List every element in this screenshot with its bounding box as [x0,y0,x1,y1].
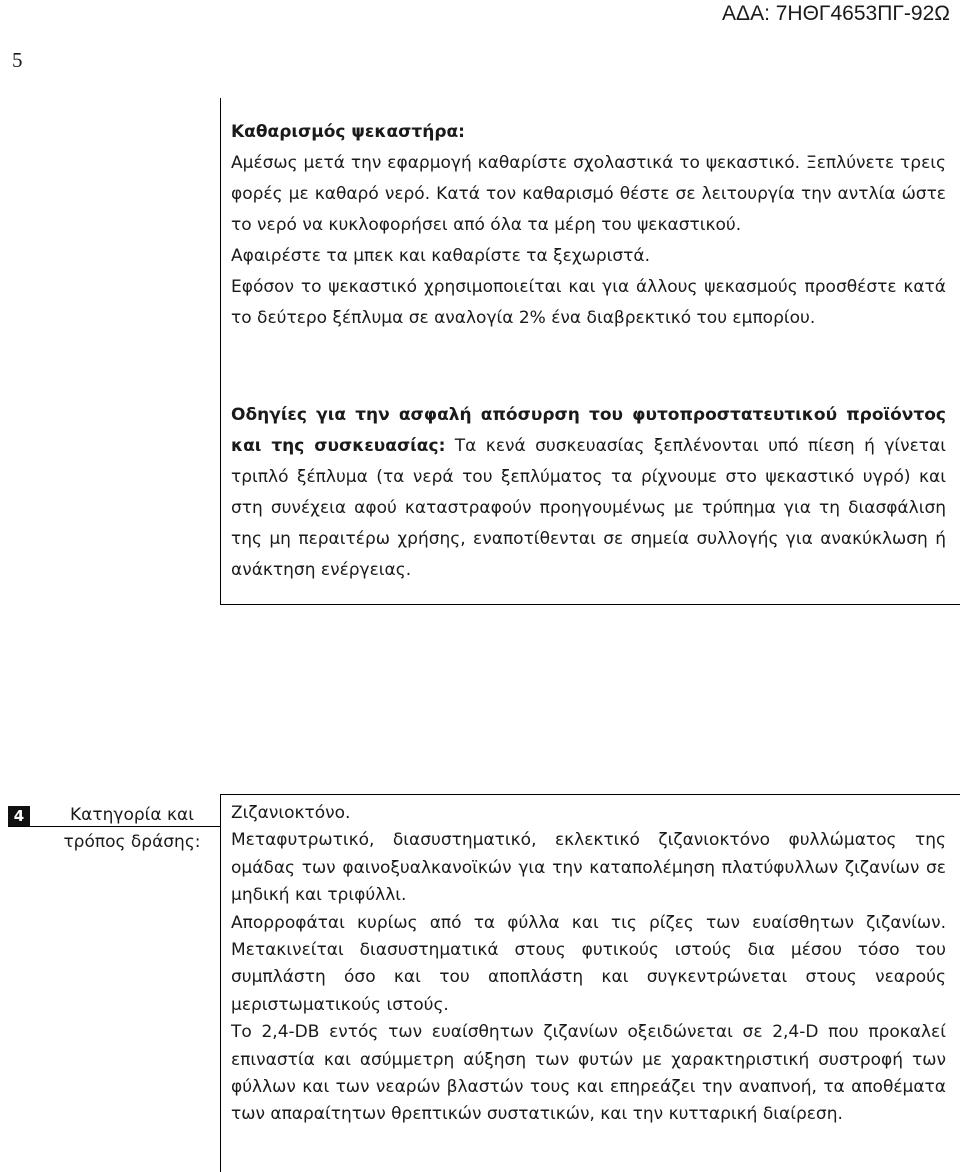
section-4-content [231,800,946,1129]
document-ada-code: ΑΔΑ: 7ΗΘΓ4653ΠΓ-92Ω [722,2,950,25]
section-number-badge: 4 [8,806,30,826]
section-4-paragraph-1: Ζιζανιοκτόνο. [231,803,351,823]
section-4-column-divider [220,794,221,1172]
cleaning-heading: Καθαρισμός ψεκαστήρα: [231,122,465,142]
section-4-top-border [220,794,960,795]
section-4-paragraph-3: Απορροφάται κυρίως από τα φύλλα και τις ρίζες των ευαίσθητων ζιζανίων. Μετακινείται διασυστηματικά στους φυτικούς ιστούς δια μέσου τόσο του συμπλάστη όσο και του αποπλάστη και συγκεντρώνεται στους νεαρούς μεριστωματικούς ιστούς. [231,912,946,1015]
section-4-paragraph-4: Το 2,4-DB εντός των ευαίσθητων ζιζανίων οξειδώνεται σε 2,4-D που προκαλεί επιναστία και ασύμμετρη αύξηση των φυτών με χαρακτηριστική συστροφή των φύλλων και των νεαρών βλαστών τους και επηρεάζει την αναπνοή, τα αποθέματα των απαραίτητων θρεπτικών συστατικών, και την κυτταρική διαίρεση. [231,1022,946,1125]
disposal-section [231,400,946,586]
section-4-row [0,794,960,1172]
cleaning-paragraph-1: Αμέσως μετά την εφαρμογή καθαρίστε σχολαστικά το ψεκαστικό. Ξεπλύνετε τρεις φορές με καθαρό νερό. Κατά τον καθαρισμό θέστε σε λειτουργία την αντλία ώστε το νερό να κυκλοφορήσει από όλα τα μέρη του ψεκαστικού. [231,153,946,235]
page-number: 5 [12,48,23,72]
cleaning-paragraph-2: Αφαιρέστε τα μπεκ και καθαρίστε τα ξεχωριστά. [231,246,650,266]
disposal-paragraph [231,400,946,586]
section-4-label: Κατηγορία και τρόπος δράσης: [63,805,201,852]
disposal-text: Τα κενά συσκευασίας ξεπλένονται υπό πίεση ή γίνεται τριπλό ξέπλυμα (τα νερά του ξεπλύματος τα ρίχνουμε στο ψεκαστικό υγρό) και στη συνέχεια αφού καταστραφούν προηγουμένως με τρύπημα για τη διασφάλιση της μη περαιτέρω χρήσης, εναποτίθενται σε σημεία συλλογής για ανακύκλωση ή ανάκτηση ενέργειας. [231,436,947,580]
cleaning-paragraph-3: Εφόσον το ψεκαστικό χρησιμοποιείται και για άλλους ψεκασμούς προσθέστε κατά το δεύτερο ξέπλυμα σε αναλογία 2% ένα διαβρεκτικό του εμπορίου. [231,277,946,328]
cleaning-section [231,117,946,334]
disposal-heading: Οδηγίες για την ασφαλή απόσυρση του φυτοπροστατευτικού προϊόντος και της συσκευασίας: [231,405,946,456]
section-4-paragraph-2: Μεταφυτρωτικό, διασυστηματικό, εκλεκτικό ζιζανιοκτόνο φυλλώματος της ομάδας των φαινοξυαλκανοϊκών για την καταπολέμηση πλατύφυλλων ζιζανίων σε μηδική και τριφύλλι. [231,830,946,906]
